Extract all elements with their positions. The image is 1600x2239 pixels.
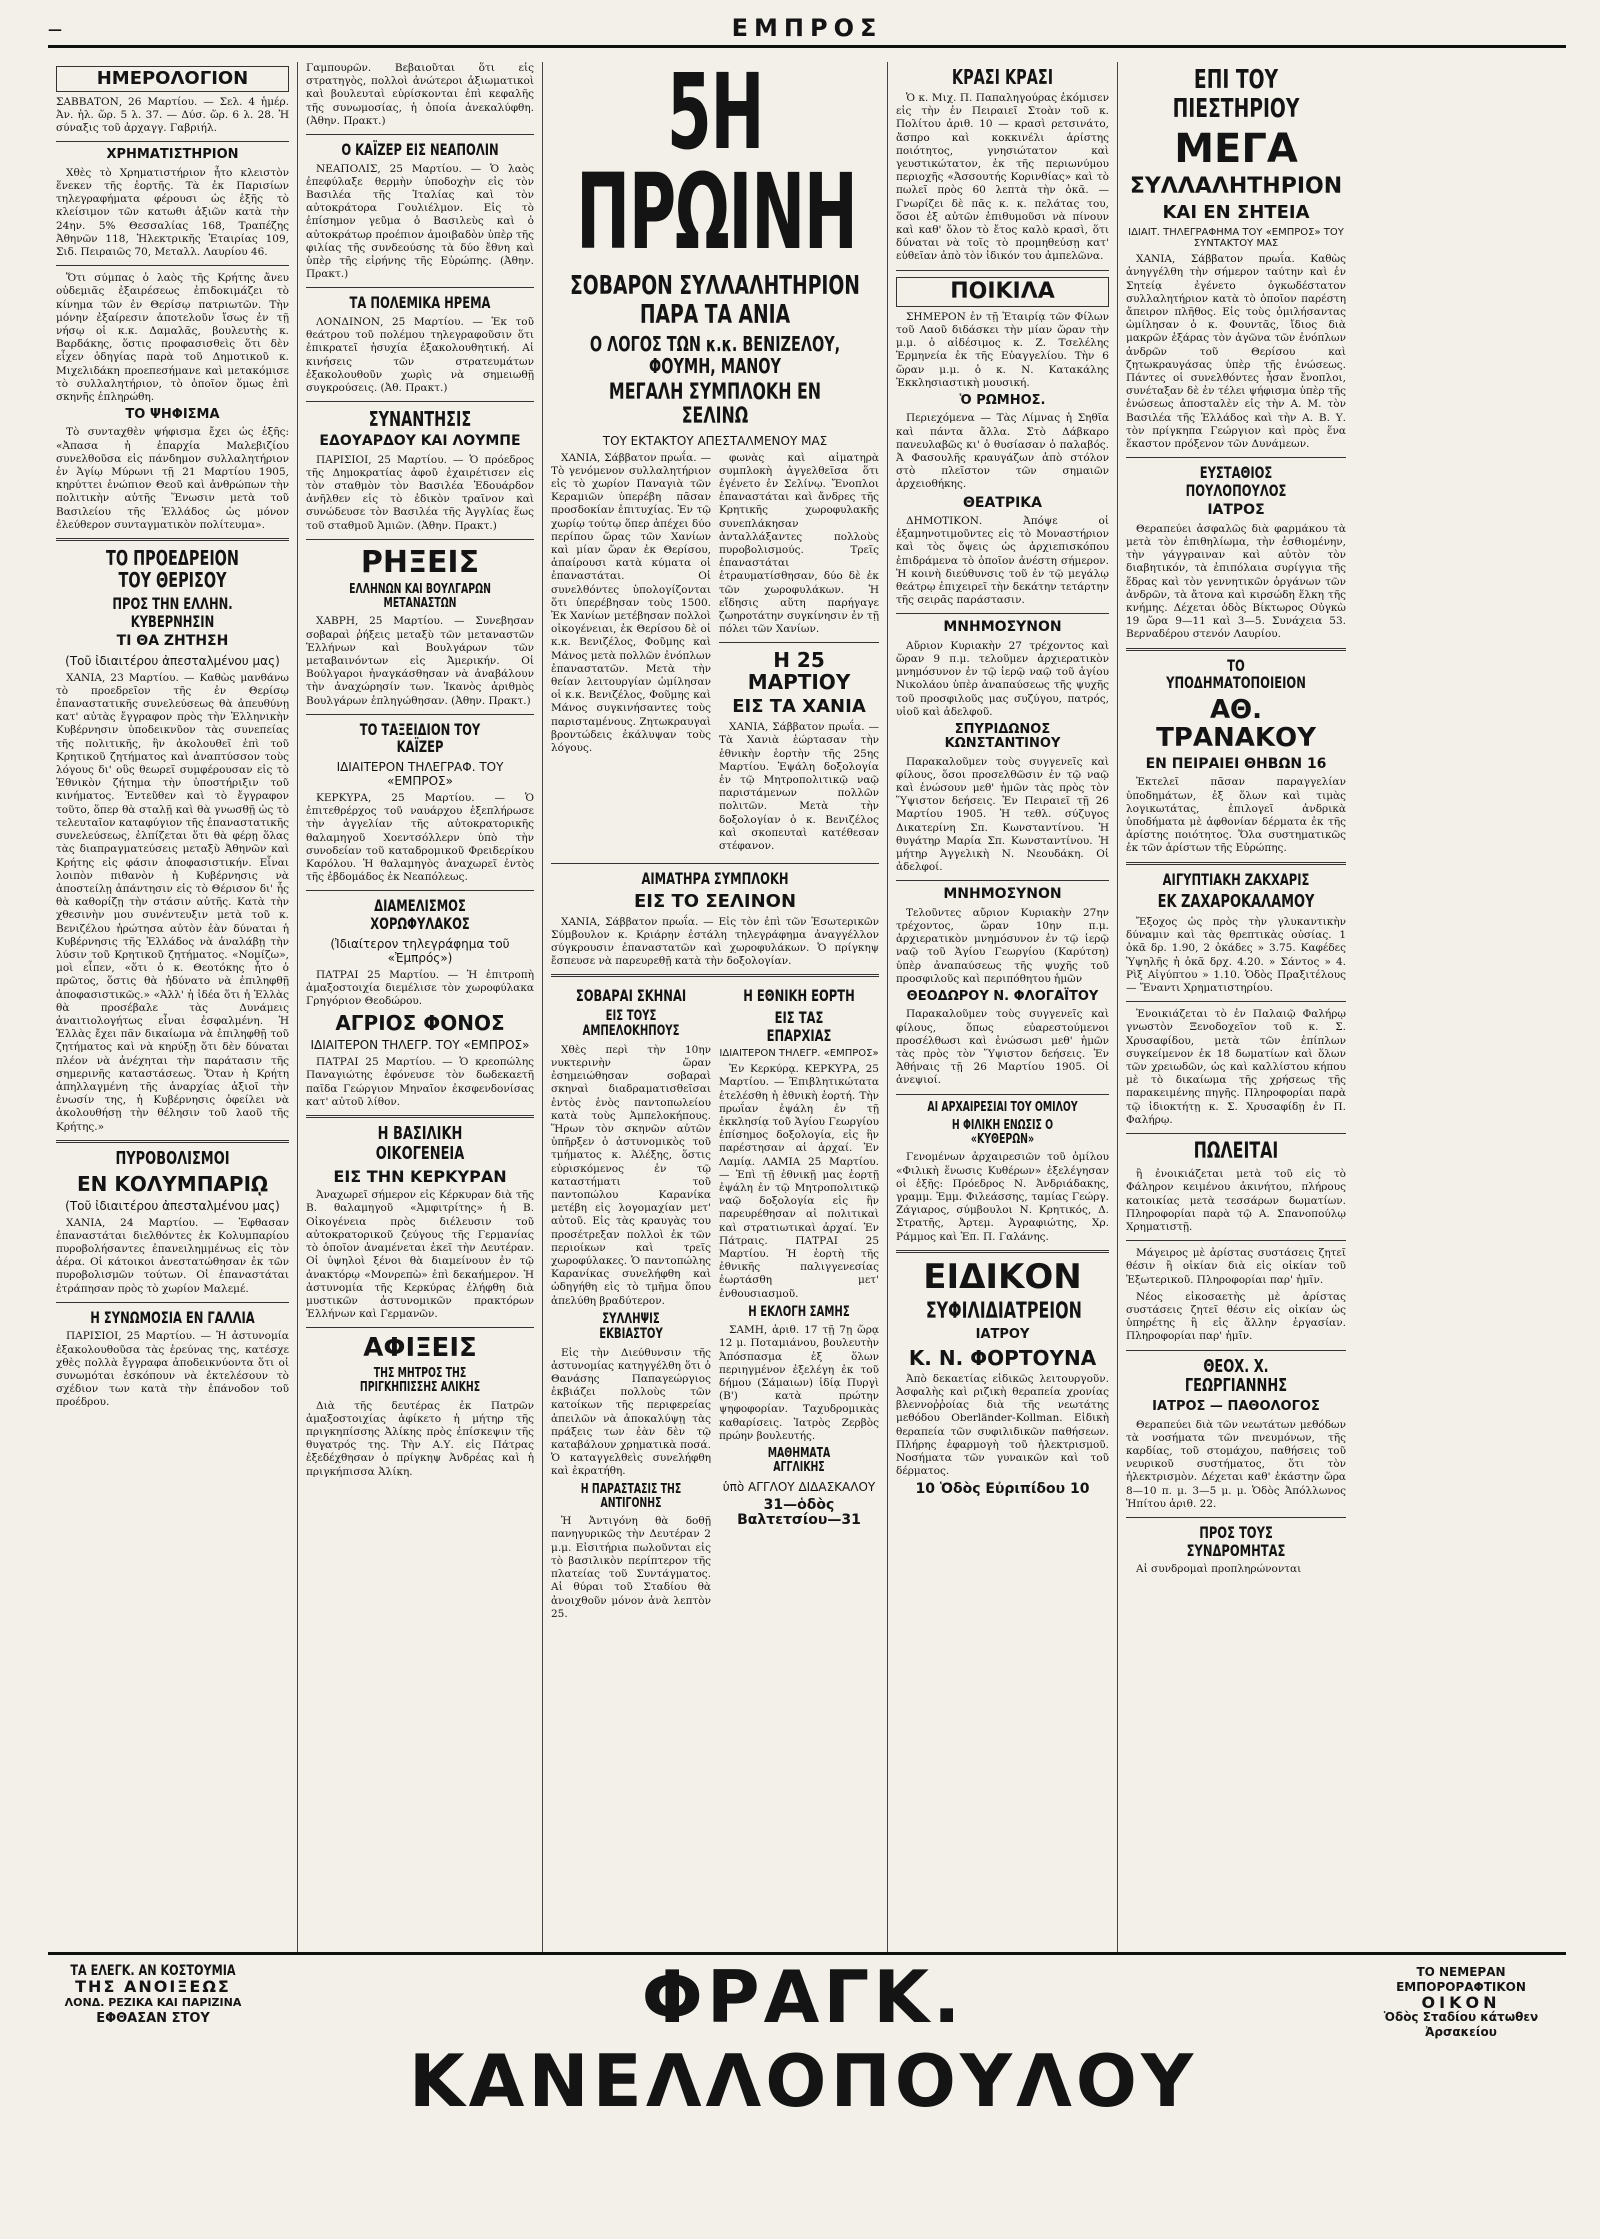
footer-right-line-2: ΟΙΚΟΝ [1421, 1993, 1501, 2012]
shoe-text: Ἐκτελεῖ πᾶσαν παραγγελίαν ὑποδημάτων, ἐξ ὅλων καὶ τιμὰς λογικωτάτας, ἐπιλογεῖ ἀνδρικὰ ὑποδήματα μὲ ἀφθονίαν δέρματα ἐκ τῆς ἀρίστης ποιότητος. Ὅλα συστηματικῶς ἐκ τῶν ἀρίστων τῆς Εὐρώπης. [1126, 776, 1346, 855]
calendar-heading: ΗΜΕΡΟΛΟΓΙΟΝ [56, 66, 289, 92]
divider [56, 141, 289, 142]
shots-text: ΧΑΝΙΑ, 24 Μαρτίου. — Ἐφθασαν ἐπαναστάται διελθόντες ἐκ Κολυμπαρίου πυροβολήσαντες ἐπανειλημμένως εἰς τὸν ἀέρα. Οἱ κάτοικοι ἀνεστατώθησαν ἐκ τῶν πυροβολισμῶν τούτων. Οἱ ἐπαναστάται ἐτράπησαν πρὸς τὸ χωρίον Μαλεμέ. [56, 1216, 289, 1295]
court-heading: ΕΠΙ ΤΟΥ ΠΙΕΣΤΗΡΙΟΥ [1172, 65, 1300, 124]
exchange-heading: ΧΡΗΜΑΤΙΣΤΗΡΙΟΝ [106, 147, 239, 163]
memorial1-name: ΣΠΥΡΙΔΩΝΟΣ ΚΩΝΣΤΑΝΤΙΝΟΥ [944, 721, 1061, 752]
bloody-heading: ΑΙΜΑΤΗΡΑ ΣΥΜΠΛΟΚΗ [641, 869, 789, 889]
shoe-heading: ΤΟ ΥΠΟΔΗΜΑΤΟΠΟΙΕΙΟΝ [1166, 655, 1306, 693]
breaks-text: ΧΑΒΡΗ, 25 Μαρτίου. — Συνεβησαν σοβαραὶ ῥήξεις μεταξὺ τῶν μεταναστῶν Ἑλλήνων καὶ Βουλγάρων τῶν μεταβαινόντων εἰς Ἀμερικήν. Οἱ Βούλγαροι ἠναγκάσθησαν νὰ ἀναβάλουν τὴν ἀναχώρησίν των. Ἱκανὸς ἀριθμὸς Βουλγάρων ἐπληγώθησαν. (Ἀθην. Πρακτ.) [306, 615, 534, 707]
national-text: Ἐν Κερκύρᾳ. ΚΕΡΚΥΡΑ, 25 Μαρτίου. — Ἐπιβλητικώτατα ἐτελέσθη ἡ ἐθνικὴ ἑορτή. Τὴν πρωΐαν ἐψάλη ἐν τῇ ἐκκλησίᾳ τοῦ Ἁγίου Γεωργίου ἐπίσημος δοξολογία, εἰς ἣν παρέστησαν αἱ ἀρχαί. Ἐν Λαμίᾳ. ΛΑΜΙΑ 25 Μαρτίου. — Ἐπὶ τῇ ἐθνικῇ μας ἑορτῇ ἐψάλη ἐν τῷ Μητροπολιτικῷ ναῷ δοξολογία εἰς ἣν παρευρέθησαν αἱ πολιτικαὶ καὶ στρατιωτικαὶ ἀρχαί. Ἐν Πάτραις. ΠΑΤΡΑΙ 25 Μαρτίου. Ἡ ἑορτὴ τῆς ἐθνικῆς παλιγγενεσίας ἐωρτάσθη μετ' ἐνθουσιασμοῦ. [719, 1063, 879, 1300]
rally2-heading: ΣΥΛΛΑΛΗΤΗΡΙΟΝ [1129, 174, 1343, 200]
scenes-subheading: ΕΙΣ ΤΟΥΣ ΑΜΠΕΛΟΚΗΠΟΥΣ [582, 1008, 680, 1040]
villa-text: Ἐνοικιάζεται τὸ ἐν Παλαιῷ Φαλήρῳ γνωστὸν Ξενοδοχεῖον τοῦ κ. Σ. Χρυσαφίδου, μετὰ τῶν ἐπίπλων συγκείμενον ἐκ 18 δωματίων καὶ ὅλων τῶν χρειωδῶν, ὡς καὶ καλλίστου κήπου μὲ τὸ δικαίωμα τῆς χρήσεως τῆς παρακειμένης πηγῆς. Πληροφορίαι παρὰ τῷ ἰδιοκτήτῃ κ. Σ. Χρυσαφίδῃ ἐν Π. Φαλήρῳ. [1126, 1008, 1346, 1126]
masthead [48, 8, 1566, 48]
shots-heading: ΠΥΡΟΒΟΛΙΣΜΟΙ [115, 1147, 230, 1169]
trip-subheading: ΙΔΙΑΙΤΕΡΟΝ ΤΗΛΕΓΡΑΦ. ΤΟΥ «ΕΜΠΡΟΣ» [336, 760, 504, 789]
lead-body [551, 452, 879, 858]
divider [1126, 648, 1346, 651]
column-5 [1118, 62, 1354, 1952]
footer-right-line-3: Ὁδὸς Σταδίου κάτωθεν [1383, 2010, 1539, 2024]
footer-left-line-2: ΤΗΣ ΑΝΟΙΞΕΩΣ [75, 1977, 231, 1996]
maid-text: Νέος εἰκοσαετὴς μὲ ἀρίστας συστάσεις ζητεῖ θέσιν εἰς οἰκίαν ὡς ὑπηρέτης ἢ εἰς ἄλλην ἐργασίαν. Πληροφορίαι παρ' ἡμῖν. [1126, 1290, 1346, 1343]
clinic-sub: ΙΑΤΡΟΥ [975, 1327, 1030, 1343]
wine-heading: ΚΡΑΣΙ ΚΡΑΣΙ [951, 65, 1054, 89]
arrivals-text: Διὰ τῆς δευτέρας ἐκ Πατρῶν ἀμαξοστοιχίας ἀφίκετο ἡ μήτηρ τῆς πριγκηπίσσης Ἀλίκης πρὸς ἐπίσκεψιν τῆς θυγατρός της. Τὴν Α.Υ. εἰς Πάτρας ἐξεδέχθησαν ὁ πρίγκηψ Ἀνδρέας καὶ ἡ πριγκήπισσα Ἀλίκη. [306, 1399, 534, 1478]
asks-byline: (Τοῦ ἰδιαιτέρου ἀπεσταλμένου μας) [65, 653, 280, 668]
divider [306, 890, 534, 891]
divider [551, 863, 879, 864]
vote-heading: ΤΟ ΨΗΦΙΣΜΑ [125, 407, 220, 423]
memorial2-name: ΘΕΟΔΩΡΟΥ Ν. ΦΛΟΓΑΪΤΟΥ [906, 989, 1099, 1005]
divider [1126, 1240, 1346, 1241]
asks-heading: ΤΙ ΘΑ ΖΗΤΗΣΗ [116, 633, 229, 650]
divider [56, 265, 289, 266]
divider [56, 538, 289, 541]
arrest-text: Εἰς τὴν Διεύθυνσιν τῆς ἀστυνομίας κατηγγέλθη ὅτι ὁ Θανάσης Παπαγεώργιος ἐκβιάζει πολλοὺς τῶν κατοίκων τῆς περιφερείας ἀπειλῶν νὰ ἀποκαλύψῃ τὰς πράξεις των ἐὰν δὲν τῷ καταβάλουν χρηματικὰ ποσά. Ὁ καταγγελθεὶς συνελήφθη καὶ ἐκρατήθη. [551, 1346, 711, 1478]
divider [1126, 1350, 1346, 1351]
lead-text-a: ΧΑΝΙΑ, Σάββατον πρωΐα. — Τὸ γενόμενον συλλαλητήριον εἰς τὸ χωρίον Παναγιὰ τῶν Κεραμιῶν ὑπερέβη πᾶσαν προσδοκίαν ἐπιτυχίας. Ἐν τῷ χωρίῳ τούτῳ ὅπερ ἀπέχει δύο περίπου ὥρας τῶν Χανίων καὶ μίαν ὥραν ἐκ Θερίσου, ἀπαίρουσι κατὰ κύματα οἱ ἐπαναστάται. Οἱ συνελθόντες ὑπολογίζονται ὅτι ὑπερέβησαν τοὺς 1500. Ἐκ Χανίων μετέβησαν πολλοὶ οἰκογένειαι, ἐκ Θερίσου δὲ οἱ κ.κ. Βενιζέλος, Φοῦμης καὶ Μάνος μετὰ πολλῶν ἐνόπλων ἐπαναστατῶν. Μετὰ τὴν θείαν λειτουργίαν ὡμίλησαν οἱ κ.κ. Βενιζέλος, Φοῦμης καὶ Μάνος συγκινήσαντες τοὺς παρισταμένους. Ζητωκραυγαὶ βροντώδεις ἐκάλυψαν τοὺς λόγους. [551, 451, 711, 755]
clinic-heading-2: ΣΥΦΙΛΙΔΙΑΤΡΕΙΟΝ [925, 1299, 1082, 1325]
march-heading: Η 25 ΜΑΡΤΙΟΥ [747, 648, 851, 695]
divider [306, 287, 534, 288]
breaks-heading: ΡΗΞΕΙΣ [360, 544, 480, 580]
divider [1126, 1001, 1346, 1002]
war-heading: ΤΑ ΠΟΛΕΜΙΚΑ ΗΡΕΜΑ [349, 293, 491, 313]
corner-mark: — [48, 22, 62, 38]
divider [1126, 1517, 1346, 1518]
arrivals-subheading: ΤΗΣ ΜΗΤΡΟΣ ΤΗΣ ΠΡΙΓΚΗΠΙΣΣΗΣ ΑΛΙΚΗΣ [359, 1365, 481, 1396]
clinic-address: 10 Ὁδὸς Εὐριπίδου 10 [915, 1481, 1090, 1498]
doctor1-name: ΕΥΣΤΑΘΙΟΣ ΠΟΥΛΟΠΟΥΛΟΣ [1185, 463, 1287, 500]
footer-left-line-4: ΕΦΘΑΣΑΝ ΣΤΟΥ [96, 2011, 210, 2026]
memorial1-body: Παρακαλοῦμεν τοὺς συγγενεῖς καὶ φίλους, ὅσοι προσελθῶσιν ἐν τῷ ναῷ καὶ ἑνώσουν μεθ' ἡμῶν τὰς πρὸς τὸν Ὕψιστον δεήσεις. Ἐν Πειραιεῖ τῇ 26 Μαρτίου 1905. Ἡ τεθλ. σύζυγος Δικατερίνη Σπ. Κωνσταντίνου. Ἡ θυγάτηρ Μαρία Σπ. Κωνσταντίνου. Ἡ μήτηρ Ἀγγελικὴ Ν. Νεουδάκη. Οἱ ἀδελφοί. [896, 755, 1109, 874]
drown-text: ΠΑΤΡΑΙ 25 Μαρτίου. — Ἡ ἐπιτροπὴ ἀμαξοστοιχία διεμέλισε τὸν χωροφύλακα Γρηγόριον Θεοδώρου. [306, 968, 534, 1008]
column-4 [888, 62, 1118, 1952]
column-1 [48, 62, 298, 1952]
royal-text: Ἀναχωρεῖ σήμερον εἰς Κέρκυραν διὰ τῆς Β. θαλαμηγοῦ «Ἀμφιτρίτης» ἡ Β. Οἰκογένεια πρὸς διέλευσιν τοῦ αὐτοκρατορικοῦ ζεύγους τῆς Γερμανίας τὸ ὁποῖον ἀναμένεται ἐκεῖ τὴν Δευτέραν. Οἱ ὑψηλοὶ ξένοι θὰ διαμείνουν ἐν τῷ ἀνακτόρῳ «Μονρεπὼ» ἐπὶ δεκαήμερον. Ἡ ἀστυνομία τῆς Κερκύρας ἐλήφθη διὰ μυστικῶν ἀστυνομικῶν πρακτόρων Ἑλλήνων καὶ Γερμανῶν. [306, 1189, 534, 1321]
divider [896, 270, 1109, 271]
divider [306, 134, 534, 135]
theatre-text: ΔΗΜΟΤΙΚΟΝ. Ἀπόψε οἱ ἑξαμηνοτιμοῦντες εἰς τὸ Μοναστήριον καὶ τὸς ὄψεις ὡς ἀρχιεπισκόπου ἐπιδράμενα τὸ ὁποῖον ἀνέστη σήμερον. Ἡ κοινὴ διεύθυνσις τοῦ ἐν τῷ μεγάλῳ θεάτρῳ ἐπιχειρεῖ τὴν δεκάτην τετάρτην τῆς σειρᾶς παράστασιν. [896, 514, 1109, 607]
scenes-text: Χθὲς περὶ τὴν 10ην νυκτερινὴν ὥραν ἐσημειώθησαν σοβαραὶ σκηναὶ διαδραματισθεῖσαι ἐντὸς ἑνὸς παντοπωλείου κατὰ τοὺς Ἀμπελοκήπους. Ἥρων τὸν σκηνῶν αὐτῶν ὑπῆρξεν ὁ ἀστυνομικὸς τοῦ τμήματος κ. Ἀλέξης, ὅστις εὑρισκόμενος ἐν τῷ καταστήματι τοῦ παντοπώλου Καρανίκα μετέβη εἰς λογομαχίαν μετ' αὐτοῦ. Εἰς τὰς κραυγὰς του προσέτρεξαν πολλοὶ ἐκ τῶν περιοίκων καὶ τρεῖς χωροφύλακες. Ὁ παντοπώλης Καρανίκας συνελήφθη καὶ ὡδηγήθη εἰς τὸ τμῆμα ὅπου ἀπελύθη βραδύτερον. [551, 1043, 711, 1307]
memorial2-heading: ΜΝΗΜΟΣΥΝΟΝ [943, 886, 1062, 903]
column-3-lead [543, 62, 888, 1952]
shots-byline: (Τοῦ ἰδιαιτέρου ἀπεσταλμένου μας) [65, 1198, 280, 1213]
masthead-rule [48, 45, 1566, 48]
divider [56, 1140, 289, 1143]
wine-text: Ὁ κ. Μιχ. Π. Παπαληγούρας ἐκόμισεν εἰς τὴν ἐν Πειραιεῖ Στοὰν τοῦ κ. Πολίτου ἀριθ. 10 — κρασὶ ρετσινάτο, ἄσπρο καὶ κοκκινέλι ἀρίστης ποιότητος, γνησιώτατον καὶ γευστικώτατον, ἐκ τῆς περιωνύμου περιοχῆς «Ἀσσουτής Κορινθίας» καὶ τὸ πωλεῖ πρὸς 60 λεπτὰ τὴν ὀκᾶ. — Γνωρίζει δὲ πᾶς κ. κ. πελάτας του, ὅσοι ἐξ αὐτῶν ἐπιθυμοῦσι νὰ πίνουν καὶ καθ' ὅλον τὸ ἔτος καλὸ κρασὶ, ὅτι δύναται νὰ τοῖς τὸ προμηθεύσῃ κατ' εὐθεῖαν ἀπὸ τὸν ἰδικόν του ἀμπελῶνα. [896, 92, 1109, 263]
doctor2-name: ΘΕΟΧ. Χ. ΓΕΩΡΓΙΑΝΝΗΣ [1184, 1355, 1288, 1397]
memorial1-heading: ΜΝΗΜΟΣΥΝΟΝ [943, 619, 1062, 636]
doctor1-role: ΙΑΤΡΟΣ [1207, 502, 1265, 519]
meet-heading: ΣΥΝΑΝΤΗΣΙΣ [368, 407, 472, 432]
national-heading: Η ΕΘΝΙΚΗ ΕΟΡΤΗ [743, 986, 855, 1006]
footer-left-line-3: ΛΟΝΔ. ΡΕΖΙΚΑ ΚΑΙ ΠΑΡΙΖΙΝΑ [64, 1996, 242, 2009]
misc-text: ΣΗΜΕΡΟΝ ἐν τῇ Ἑταιρίᾳ τῶν Φίλων τοῦ Λαοῦ διδάσκει τὴν μίαν ὥραν τὴν μ.μ. ὁ αἰδέσιμος κ. Ζ. Τσελέλης Ἑρμηνεία ἐκ τῆς Εὐαγγελίου. Τὴν 6 ὥραν μ.μ. ὁ κ. Ν. Κατακάλης Ἐκκλησιαστικὴ μουσική. [896, 310, 1109, 389]
doctor2-role: ΙΑΤΡΟΣ — ΠΑΘΟΛΟΓΟΣ [1152, 1399, 1320, 1415]
antigone-heading: Η ΠΑΡΑΣΤΑΣΙΣ ΤΗΣ ΑΝΤΙΓΟΝΗΣ [580, 1481, 682, 1511]
divider [896, 880, 1109, 881]
clinic-doctor: Κ. Ν. ΦΟΡΤΟΥΝΑ [908, 1345, 1097, 1370]
lessons-text: ὑπὸ ΑΓΓΛΟΥ ΔΙΔΑΣΚΑΛΟΥ [722, 1479, 876, 1494]
club-heading: ΑΙ ΑΡΧΑΙΡΕΣΙΑΙ ΤΟΥ ΟΜΙΛΟΥ [927, 1099, 1078, 1115]
shoe-name: ΑΘ. ΤΡΑΝΑΚΟΥ [1156, 694, 1316, 754]
murder-subheading: ΙΔΙΑΙΤΕΡΟΝ ΤΗΛΕΓΡ. ΤΟΥ «ΕΜΠΡΟΣ» [310, 1038, 530, 1053]
divider [719, 642, 879, 643]
lead-speakers: Ο ΛΟΓΟΣ ΤΩΝ κ.κ. ΒΕΝΙΖΕΛΟΥ, ΦΟΥΜΗ, ΜΑΝΟΥ [589, 332, 841, 379]
sugar-text: Ἔξοχος ὡς πρὸς τὴν γλυκαντικὴν δύναμιν καὶ τὰς θρεπτικὰς οὐσίας. 1 ὀκᾶ δρ. 1.90, 2 ὀκάδες » 3.75. Καφέδες Ὑψηλῆς ἡ ὀκᾶ δρχ. 4.20. » Σάντος » 4. Ρὶξ Αἰγύπτου » 1.10. Ὁδὸς Πραξιτέλους — Ἔναντι Χρηματιστηρίου. [1126, 916, 1346, 995]
clinic-heading: ΕΙΔΙΚΟΝ [923, 1256, 1082, 1297]
subscribers-text: Αἱ συνδρομαὶ προπληρώνονται [1136, 1563, 1302, 1576]
murder-heading: ΑΓΡΙΟΣ ΦΟΝΟΣ [335, 1011, 505, 1036]
royal-subheading: ΕΙΣ ΤΗΝ ΚΕΡΚΥΡΑΝ [333, 1166, 507, 1186]
sale-heading: ΠΩΛΕΙΤΑΙ [1193, 1139, 1279, 1165]
crete-text: Ὅτι σύμπας ὁ λαὸς τῆς Κρήτης ἄνευ οὐδεμιᾶς ἐξαιρέσεως ἐπιδοκιμάζει τὸ κίνημα τῶν ἐν Θερίσῳ πατριωτῶν. Τὴν μόνην ἐξαίρεσιν ἀποτελοῦν ἴσως ἐν τῇ νήσῳ οἱ κ.κ. Δαμαλᾶς, βουλευτὴς κ. Βαρδάκης, ὅστις προφασισθεὶς ὅτι δὲν εἶχεν ὁδηγίας παρὰ τοῦ Δημοτικοῦ κ. Μιχελιδάκη προεπεσήμανε καὶ μετακόμισε τὸ συλλαλητήριον, τὸ ὁποῖον ὅμως ἐπὶ σκηνῆς ἐπληρώθη. [56, 272, 289, 403]
arrivals-heading: ΑΦΙΞΕΙΣ [363, 1333, 477, 1364]
newspaper-page [48, 0, 1566, 2239]
shots-subheading: ΕΝ ΚΟΛΥΜΠΑΡΙῼ [76, 1171, 269, 1196]
footer-shop-name: ΦΡΑΓΚ. ΚΑΝΕΛΛΟΠΟΥΛΟΥ [408, 1955, 1198, 2123]
march-text: ΧΑΝΙΑ, Σάββατον πρωΐα. — Τὰ Χανιὰ ἑώρτασαν τὴν ἐθνικὴν ἑορτὴν τῆς 25ης Μαρτίου. Ἐψάλη δοξολογία ἐν τῷ Μητροπολιτικῷ ναῷ παριστάμενων πολλῶν πολιτῶν. Μετὰ τὴν δοξολογίαν ὁ κ. Βενιζέλος καὶ σκοπευταὶ κατέθεσαν στέφανον. [719, 721, 879, 853]
breaks-subheading: ΕΛΛΗΝΩΝ ΚΑΙ ΒΟΥΛΓΑΡΩΝ ΜΕΤΑΝΑΣΤΩΝ [349, 581, 491, 612]
divider [1126, 1133, 1346, 1134]
exchange-text: Χθὲς τὸ Χρηματιστήριον ἦτο κλειστὸν ἕνεκεν τῆς ἑορτῆς. Τὰ ἐκ Παρισίων τηλεγραφήματα φέρουσι ὡς ἑξῆς τὸ κλείσιμον τῶν κατωθι ἀξιῶν κατὰ τὴν 24ην. 5% Θεσσαλίας 168, Τραπέζης Ἀθηνῶν 118, Ἠλεκτρικῆς Ἑταιρίας 109, Σιδ. Πειραιῶς 70, Μεταλλ. Λαυρίου 46. [56, 166, 289, 258]
national-byline: ΙΔΙΑΙΤΕΡΟΝ ΤΗΛΕΓΡ. «ΕΜΠΡΟΣ» [719, 1048, 879, 1060]
shoe-address: ΕΝ ΠΕΙΡΑΙΕΙ ΘΗΒΩΝ 16 [1145, 756, 1327, 772]
murder-text: ΠΑΤΡΑΙ 25 Μαρτίου. — Ὁ κρεοπώλης Παναγιώτης ἐφόνευσε τὸν δωδεκαετῆ παῖδα Γεώργιον Μηναῖον ἐκσφενδονίσας κατ' αὐτοῦ λίθον. [306, 1056, 534, 1108]
trip-heading: ΤΟ ΤΑΞΕΙΔΙΟΝ ΤΟΥ ΚΑΪΖΕΡ [359, 719, 481, 757]
footer-advert [48, 1952, 1566, 2123]
lead-clash: ΜΕΓΑΛΗ ΣΥΜΠΛΟΚΗ ΕΝ ΣΕΛΙΝΩ [608, 380, 822, 430]
calendar-text: ΣΑΒΒΑΤΟΝ, 26 Μαρτίου. — Σελ. 4 ἡμέρ. Ἀν. ἡλ. ὥρ. 5 λ. 37. — Δύσ. ὥρ. 6 λ. 28. Ἡ σύναξις τοῦ ἀρχαγγ. Γαβριήλ. [56, 95, 289, 135]
lead-byline: ΤΟΥ ΕΚΤΑΚΤΟΥ ΑΠΕΣΤΑΛΜΕΝΟΥ ΜΑΣ [602, 433, 828, 448]
divider [306, 1115, 534, 1118]
bloody-subheading: ΕΙΣ ΤΟ ΣΕΛΙΝΟΝ [633, 890, 797, 912]
footer-right [1356, 1965, 1566, 2040]
bloody-text: ΧΑΝΙΑ, Σάββατον πρωΐα. — Εἰς τὸν ἐπὶ τῶν Ἐσωτερικῶν Σύμβουλον κ. Κριάρην ἐστάλη τηλεγράφημα ἀναγγέλλον σύγκρουσιν ἐπαναστατῶν καὶ χωροφυλάκων. Ὁ πρίγκηψ ἔσπευσε νὰ παρευρεθῇ κατὰ τὴν δοξολογίαν. [551, 915, 879, 968]
newspaper-title: ΕΜΠΡΟΣ [731, 14, 883, 42]
sale-text: ἢ ἐνοικιάζεται μετὰ τοῦ εἰς τὸ Φάληρον κειμένου ἀκινήτου, πλήρους κατοικίας μετὰ τεσσάρων δωματίων. Πληροφορίαι παρὰ τῷ Α. Σπανοπούλῳ Χρηματιστῇ. [1126, 1168, 1346, 1234]
footer-right-line-4: Ἀρσακείου [1425, 2025, 1497, 2039]
footer-left-line-1: ΤΑ ΕΛΕΓΚ. ΑΝ ΚΟΣΤΟΥΜΙΑ [70, 1963, 236, 1979]
kaiser-heading: Ο ΚΑΪΖΕΡ ΕΙΣ ΝΕΑΠΟΛΙΝ [341, 140, 499, 160]
divider [896, 613, 1109, 614]
footer-left [48, 1963, 258, 2027]
cook-text: Μάγειρος μὲ ἀρίστας συστάσεις ζητεῖ θέσιν ἢ οἰκίαν διὰ εἰς οἰκίαν τοῦ Ἐξωτερικοῦ. Πληροφορίαι παρ' ἡμῖν. [1126, 1247, 1346, 1286]
club-text: Γενομένων ἀρχαιρεσιῶν τοῦ ὁμίλου «Φιλικὴ ἕνωσις Κυθέρων» ἐξελέγησαν οἱ ἑξῆς: Πρόεδρος Ν. Ἀνδριάδακης, γραμμ. Ἐμμ. Φιλεάσσης, ταμίας Γεώργ. Ζάγιαρος, σύμβουλοι Ν. Κρητικός, Δ. Στρατῆς, Ἀρτεμ. Ἀγραφιώτης, Χρ. Ράμμος καὶ Ἐπ. Π. Γαλάνης. [896, 1151, 1109, 1243]
lead-lower [551, 983, 879, 1624]
meet-text: ΠΑΡΙΣΙΟΙ, 25 Μαρτίου. — Ὁ πρόεδρος τῆς Δημοκρατίας ἀφοῦ ἐχαιρέτισεν εἰς τὸν σταθμὸν τὸν Βασιλέα Ἐδουάρδον ἀνῆλθεν εἰς τὸ ἐδικὸν τραῖνον καὶ συνώδευσε τὸν Βασιλέα τῆς Ἀγγλίας ἕως τοῦ σταθμοῦ Ἀμιῶν. (Ἀθην. Πρακτ.) [306, 453, 534, 532]
drown-subheading: (Ἰδιαίτερον τηλεγράφημα τοῦ «Ἐμπρός») [330, 936, 510, 965]
divider [1126, 457, 1346, 458]
lessons-address: 31—ὁδὸς Βαλτετσίου—31 [737, 1496, 861, 1529]
divider [306, 401, 534, 402]
war-text: ΛΟΝΔΙΝΟΝ, 25 Μαρτίου. — Ἐκ τοῦ θεάτρου τοῦ πολέμου τηλεγραφοῦσιν ὅτι ἐπικρατεῖ ἡσυχία ἐξακολουθητική. Αἱ κινήσεις τῶν στρατευμάτων ἐξακολουθοῦν χωρὶς νὰ σημειωθῇ συγκρούσεις. (Ἀθ. Πρακτ.) [306, 316, 534, 395]
intro-text: Γαμπουρῶν. Βεβαιοῦται ὅτι εἰς στρατηγὸς, πολλοὶ ἀνώτεροι ἀξιωματικοὶ καὶ βουλευταὶ εὑρίσκονται ἐπὶ κεφαλῆς τῆς συνωμοσίας, ἡ ὁποία ἀνεκαλύφθη. (Ἀθην. Πρακτ.) [306, 62, 534, 127]
divider [306, 714, 534, 715]
memorial1-text: Αὔριον Κυριακὴν 27 τρέχοντος καὶ ὥραν 9 π.μ. τελοῦμεν ἀρχιερατικὸν μνημόσυνον ἐν τῷ ἱερῷ ναῷ τοῦ ἁγίου Νικολάου ὑπὲρ ἀναπαύσεως τῆς ψυχῆς τοῦ προσφιλοῦς μας συζύγου, πατρός, υἱοῦ καὶ ἀδελφοῦ. [896, 639, 1109, 718]
trip-text: ΚΕΡΚΥΡΑ, 25 Μαρτίου. — Ὁ ἐπιτεθρέρχος τοῦ ναυάρχου ἐξεπλήρωσε τὴν ἀγγελίαν τῆς αὐτοκρατορικῆς θαλαμηγοῦ Χοεντσόλλερν ὑπὸ τὴν συνοδείαν τοῦ καταδρομικοῦ Φρειδερίκου Καρόλου. Ἡ θαλαμηγὸς ἀναχωρεῖ ἐντὸς τῆς ἐβδομάδος ἐκ Νεαπόλεως. [306, 792, 534, 884]
romios-heading: Ὁ ΡΩΜΗΟΣ. [959, 393, 1046, 409]
drown-heading: ΔΙΑΜΕΛΙΣΜΟΣ ΧΟΡΩΦΥΛΑΚΟΣ [370, 896, 470, 934]
vote-text: Τὸ συνταχθὲν ψήφισμα ἔχει ὡς ἑξῆς: «Ἀπασα ἡ ἐπαρχία Μαλεβιζίου συνελθοῦσα εἰς πάνδημον συλλαλητήριον ἐν Ἁγίῳ Μύρωνι τῇ 21 Μαρτίου 1905, κηρύττει ἑνώπιον Θεοῦ καὶ ἀνθρώπων τὴν πολιτικὴν αὐτῆς Ἕνωσιν μετὰ τοῦ Βασιλείου τῆς Ἑλλάδος ὡς μόνον ἐλεύθερον συνταγματικὸν πολίτευμα». [56, 426, 289, 531]
misc-heading: ΠΟΙΚΙΛΑ [896, 277, 1109, 307]
romios-text: Περιεχόμενα — Τὰς Λίμνας ἡ Σηθῖα καὶ πάντα ἄλλα. Στὸ Δάβκαρο πανευλαβῶς κι' ὁ θυσίασαν ὁ παλαβός. Ἀ Φασουλῆς κραυγάζων ἀπὸ στόλον στὸ πλεῖστον τῶν σημαιῶν ἀρχειοθήκης. [896, 412, 1109, 491]
conspiracy-text: ΠΑΡΙΣΙΟΙ, 25 Μαρτίου. — Ἡ ἀστυνομία ἐξακολουθοῦσα τὰς ἐρεύνας της, κατέσχε χθὲς πολλὰ ἔγγραφα ἀποδεικνύοντα ὅτι οἱ συνωμόται ἐσκόπουν νὰ ἐκτελέσουν τὸ σχέδιον των κατὰ τὴν ἐπάνοδον τοῦ προέδρου. [56, 1330, 289, 1409]
memorial2-text: Τελοῦντες αὔριον Κυριακὴν 27ην τρέχοντος, ὥραν 10ην π.μ. ἀρχιερατικὸν μνημόσυνον ἐν τῷ ἱερῷ ναῷ τοῦ Ἁγίου Γεωργίου (Καρύτση) ὑπὲρ ἀναπαύσεως τῆς ψυχῆς τοῦ προσφιλοῦς καὶ περιπόθητου ἡμῶν [896, 906, 1109, 985]
lead-main-title: ΣΟΒΑΡΟΝ ΣΥΛΛΑΛΗΤΗΡΙΟΝ ΠΑΡΑ ΤΑ ΑΝΙΑ [570, 271, 860, 330]
kaiser-text: ΝΕΑΠΟΛΙΣ, 25 Μαρτίου. — Ὁ λαὸς ἐπεφύλαξε θερμὴν ὑποδοχὴν εἰς τὸν Βασιλέα τῆς Ἰταλίας καὶ τὸν αὐτοκράτορα Γουλιέλμον. Εἰς τὸ ἐπίσημον γεῦμα ὁ Βασιλεὺς καὶ ὁ αὐτοκράτωρ προέπιον ἀμοιβαδὸν ὑπὲρ τῆς φιλίας τῆς συνδεούσης τὰ δύο ἔθνη καὶ ὑπὲρ τῆς εἰρήνης τῆς Εὐρώπης. (Ἀθην. Πρακτ.) [306, 162, 534, 281]
presidency-heading: ΤΟ ΠΡΟΕΔΡΕΙΟΝ ΤΟΥ ΘΕΡΙΣΟΥ [106, 546, 239, 593]
national-subheading: ΕΙΣ ΤΑΣ ΕΠΑΡΧΙΑΣ [766, 1008, 832, 1045]
memorial2-body: Παρακαλοῦμεν τοὺς συγγενεῖς καὶ φίλους, ὅπως εὐαρεστούμενοι προσέλθωσι καὶ ἑνώσωσι μεθ' ἡμῶν τὰς πρὸς τὸν Ὕψιστον δεήσεις. Ἐν Ἀθήναις τῇ 26 Μαρτίου 1905. Οἱ ἀνεψιοί. [896, 1008, 1109, 1087]
arrest-heading: ΣΥΛΛΗΨΙΣ ΕΚΒΙΑΣΤΟΥ [599, 1310, 663, 1343]
conspiracy-heading: Η ΣΥΝΩΜΟΣΙΑ ΕΝ ΓΑΛΛΙΑ [90, 1307, 255, 1327]
mega-heading: ΜΕΓΑ [1174, 126, 1298, 173]
meet-subheading: ΕΔΟΥΑΡΔΟΥ ΚΑΙ ΛΟΥΜΠΕ [319, 433, 521, 450]
clinic-text: Ἀπὸ δεκαετίας εἰδικῶς λειτουργοῦν. Ἀσφαλὴς καὶ ριζικὴ θεραπεία χρονίας βλεννοῤῥοίας διὰ τῆς νεωτάτης μεθόδου Oberländer-Kollman. Εἰδικὴ θεραπεία τῶν συφιλιδικῶν παθήσεων. Πλήρης ἐφαρμογὴ τοῦ ἠλεκτρισμοῦ. Νοσήματα τῶν γυναικῶν καὶ τοῦ δέρματος. [896, 1372, 1109, 1478]
column-2 [298, 62, 543, 1952]
theatre-heading: ΘΕΑΤΡΙΚΑ [962, 494, 1042, 511]
rally2-text: ΧΑΝΙΑ, Σάββατον πρωΐα. Καθὼς ἀνηγγέλθη τὴν σήμερον ταύτην καὶ ἐν Σητείᾳ ἐγένετο ὀγκωδέστατον συλλαλητήριον κατὰ τὸ ὁποῖον παρέστη ἄπειρον πλῆθος. Εἰς τοὺς ὁμιλήσαντας ὡμίλησαν ὁ κ. Φουντᾶς, ἴδιος διὰ μακρῶν ἐξάρας τὸν ἀγῶνα τῶν ἐνόπλων ἀνδρῶν τοῦ Θερίσου καὶ ζητωκραυγάσας ὑπὲρ τῆς ἑνώσεως. Πάντες οἱ συνελθόντες ἦσαν ἔνοπλοι, συνέταξαν δὲ ἐν τέλει ψήφισμα ὑπὲρ τῆς ἑνώσεως ἀποσταλὲν εἰς τὴν Α. Μ. τὸν Βασιλέα τῆς Ἑλλάδος καὶ τὴν Α. Β. Υ. τὸν πρίγκηπα Γεώργιον καὶ πρὸς ἕνα ἕκαστον πρόξενον τῶν Δυνάμεων. [1126, 253, 1346, 451]
subscribers-heading: ΠΡΟΣ ΤΟΥΣ ΣΥΝΔΡΟΜΗΤΑΣ [1186, 1522, 1286, 1560]
sugar-subheading: ΕΚ ΖΑΧΑΡΟΚΑΛΑΜΟΥ [1157, 891, 1315, 913]
doctor1-text: Θεραπεύει ἀσφαλῶς διὰ φαρμάκου τὰ μετὰ τὸν ἐπιθηλίωμα, τὴν ἐσθιομένην, τὴν γάγγραιναν καὶ αὐτὸν τὸν διαβητικόν, τὰ ἐπιπόλαια συρίγγια τῆς ἕδρας καὶ τὸν γεννητικῶν ὀργάνων τῶν ἀνδρῶν, τὰ ἄτονα καὶ κιρσώδη ἕλκη τῆς κνήμης. Δέχεται ὁδὸς Βίκτωρος Οὐγκὼ 19 ὥρα 9—11 καὶ 3—5. Συνάχεια 53. Βερναδέρου στενόν Λαυρίου. [1126, 522, 1346, 641]
scenes-heading: ΣΟΒΑΡΑΙ ΣΚΗΝΑΙ [575, 986, 687, 1006]
lessons-heading: ΜΑΘΗΜΑΤΑ ΑΓΓΛΙΚΗΣ [767, 1446, 831, 1476]
divider [306, 539, 534, 540]
rally2-byline: ΙΔΙΑΙΤ. ΤΗΛΕΓΡΑΦΗΜΑ ΤΟΥ «ΕΜΠΡΟΣ» ΤΟΥ ΣΥΝΤΑΚΤΟΥ ΜΑΣ [1128, 227, 1344, 250]
samos-heading: Η ΕΚΛΟΓΗ ΣΑΜΗΣ [748, 1303, 850, 1320]
club-subheading: Η ΦΙΛΙΚΗ ΕΝΩΣΙΣ Ο «ΚΥΘΕΡΩΝ» [951, 1117, 1054, 1148]
samos-text: ΣΑΜΗ, ἀριθ. 17 τῇ 7ῃ ὥρᾳ 12 μ. Ποταμιάνου, βουλευτὴν Ἀπόσπασμα ἐξ ὅλων περιηγμένον ἐξελέγη ἐκ τοῦ δήμου (Σάμαιων) ἰδίᾳ Πυργὶ (Β') κατὰ πρώτην ψηφοφορίαν. Ταχυδρομικὰς καθαρίσεις. Ἰατρὸς Ζερβὸς πρώην βουλευτής. [719, 1324, 879, 1442]
divider [306, 1327, 534, 1328]
antigone-text: Ἡ Ἀντιγόνη θὰ δοθῇ πανηγυρικῶς τὴν Δευτέραν 2 μ.μ. Εἰσιτήρια πωλοῦνται εἰς τὸ βασιλικὸν περίπτερον τῆς πλατείας τοῦ Συντάγματος. Αἱ θύραι τοῦ Σταδίου θὰ ἀνοιχθοῦν μόνον ἀνὰ λεπτὸν 25. [551, 1515, 711, 1620]
lead-text-b: φωνὰς καὶ αἱματηρὰ συμπλοκὴ ἀγγελθεῖσα ὅτι ἐγένετο ἐν Σελίνῳ. Ἔνοπλοι ἐπαναστάται καὶ ἄνδρες τῆς Κρητικῆς χωροφυλακῆς συνεπλάκησαν ἀνταλλάξαντες πολλοὺς πυροβολισμούς. Τρεῖς ἐπαναστάται ἐτραυματίσθησαν, δύο δὲ ἐκ τῶν χωροφυλάκων. Ἡ εἴδησις αὕτη παρήγαγε ζωηροτάτην συγκίνησιν ἐν τῇ πόλει τῶν Χανίων. [719, 451, 879, 636]
royal-heading: Η ΒΑΣΙΛΙΚΗ ΟΙΚΟΓΕΝΕΙΑ [375, 1123, 465, 1164]
footer-right-line-1: ΤΟ ΝΕΜΕΡΑΝ ΕΜΠΟΡΟΡΑΦΤΙΚΟΝ [1396, 1965, 1526, 1994]
sugar-heading: ΑΙΓΥΠΤΙΑΚΗ ΖΑΚΧΑΡΙΣ [1162, 869, 1310, 889]
divider [56, 1302, 289, 1303]
asks-text: ΧΑΝΙΑ, 23 Μαρτίου. — Καθὼς μανθάνω τὸ προεδρεῖον τῆς ἐν Θερίσῳ ἐπαναστατικῆς συνελεύσεως θὰ ἀπευθύνῃ κατ' αὐτὰς ἔγγραφον πρὸς τὴν Ἑλληνικὴν Κυβέρνησιν ὑποδεικνῦον τὰς συνεπείας τῆς πολιτικῆς, ἣν ἀκολουθεῖ ἐπὶ τοῦ Κρητικοῦ ζητήματος καὶ ἀναπτύσσον τοὺς λόγους δι' οὓς θεωρεῖ συμφέρουσαν εἰς τὸ Ἐθνικὸν ζήτημα τὴν ὑποστήριξιν τοῦ κινήματος. Ἐντεῦθεν καὶ τὸ ἔγγραφον τοῦτο, ὅπερ θὰ σταλῇ καὶ θὰ γνωσθῇ ὡς τὸ τελευταῖον καταφύγιον τῆς ἐπαναστατικῆς συνελεύσεως, ἐλπίζεται ὅτι θὰ φέρῃ ὅλας τὰς διαπραγματεύσεις μεταξὺ Ἀθηνῶν καὶ Κρήτης εἰς φάσιν ἀποφασιστικήν. Εἶναι λοιπὸν πιθανὸν ἡ Κυβέρνησις νὰ ἀποστείλῃ ἀπάντησιν εἰς τὸ Θέρισον δι' ἧς θὰ καθορίζῃ τὴν στάσιν αὐτῆς. Κατὰ τὴν χθεσινὴν μου συνέντευξιν μετὰ τοῦ κ. Βενιζέλου ἠρώτησα αὐτὸν ἐὰν δύναται ἡ Κυβέρνησις τῆς Ἑλλάδος νὰ ἀναλάβῃ τὴν λύσιν τοῦ Κρητικοῦ ζητήματος. «Νομίζω», μοὶ εἶπεν, «ὅτι ὁ κ. Θεοτόκης ἦτο ὁ πρῶτος, ὅστις θὰ ἠδύνατο νὰ ἐπιληφθῇ ἀποφασιστικῶς.» «Ἀλλ' ἡ ἰδέα ὅτι ἡ Ἑλλὰς θὰ προσέβαλε τὰς Δυνάμεις ἀναιτιολογήτως εἶναι ἐσφαλμένη. Ἡ Ἑλλὰς ἔχει πᾶν δικαίωμα νὰ ἐπιληφθῇ τοῦ ζητήματος καὶ νὰ κηρύξῃ ὅτι δὲν δύναται πλέον νὰ ἀνέχηται τὴν παράτασιν τῆς σημερινῆς καταστάσεως. Ὅταν ἡ Κρήτη ἀπηλλαγμένη τῆς ἀναρχίας ἀξιοῖ τὴν ἑνωσίν της, ἡ Κυβέρνησις ὀφείλει νὰ ἀκολουθήσῃ τὴν θέλησιν τοῦ λαοῦ τῆς Κρήτης.» [56, 671, 289, 1133]
divider [551, 974, 879, 977]
lead-headline: 5Η ΠΡΩΙΝΗ [576, 62, 857, 273]
divider [1126, 862, 1346, 865]
divider [896, 1094, 1109, 1095]
rally2-subheading: ΚΑΙ ΕΝ ΣΗΤΕΙΑ [1162, 202, 1310, 224]
march-subheading: ΕΙΣ ΤΑ ΧΑΝΙΑ [732, 696, 866, 718]
presidency-subheading: ΠΡΟΣ ΤΗΝ ΕΛΛΗΝ. ΚΥΒΕΡΝΗΣΙΝ [112, 594, 233, 631]
divider [896, 1250, 1109, 1253]
doctor2-text: Θεραπεύει διὰ τῶν νεωτάτων μεθόδων τὰ νοσήματα τῶν πνευμόνων, τῆς καρδίας, τοῦ στομάχου, παθήσεις τοῦ νευρικοῦ συστήματος, ὅτι τὸν ἠλεκτρισμὸν. Δέχεται καθ' ἑκάστην ὥρα 8—10 π. μ. 3—5 μ. μ. Ὁδὸς Ἀπόλλωνος Ἡπίτου ἀριθ. 22. [1126, 1418, 1346, 1510]
